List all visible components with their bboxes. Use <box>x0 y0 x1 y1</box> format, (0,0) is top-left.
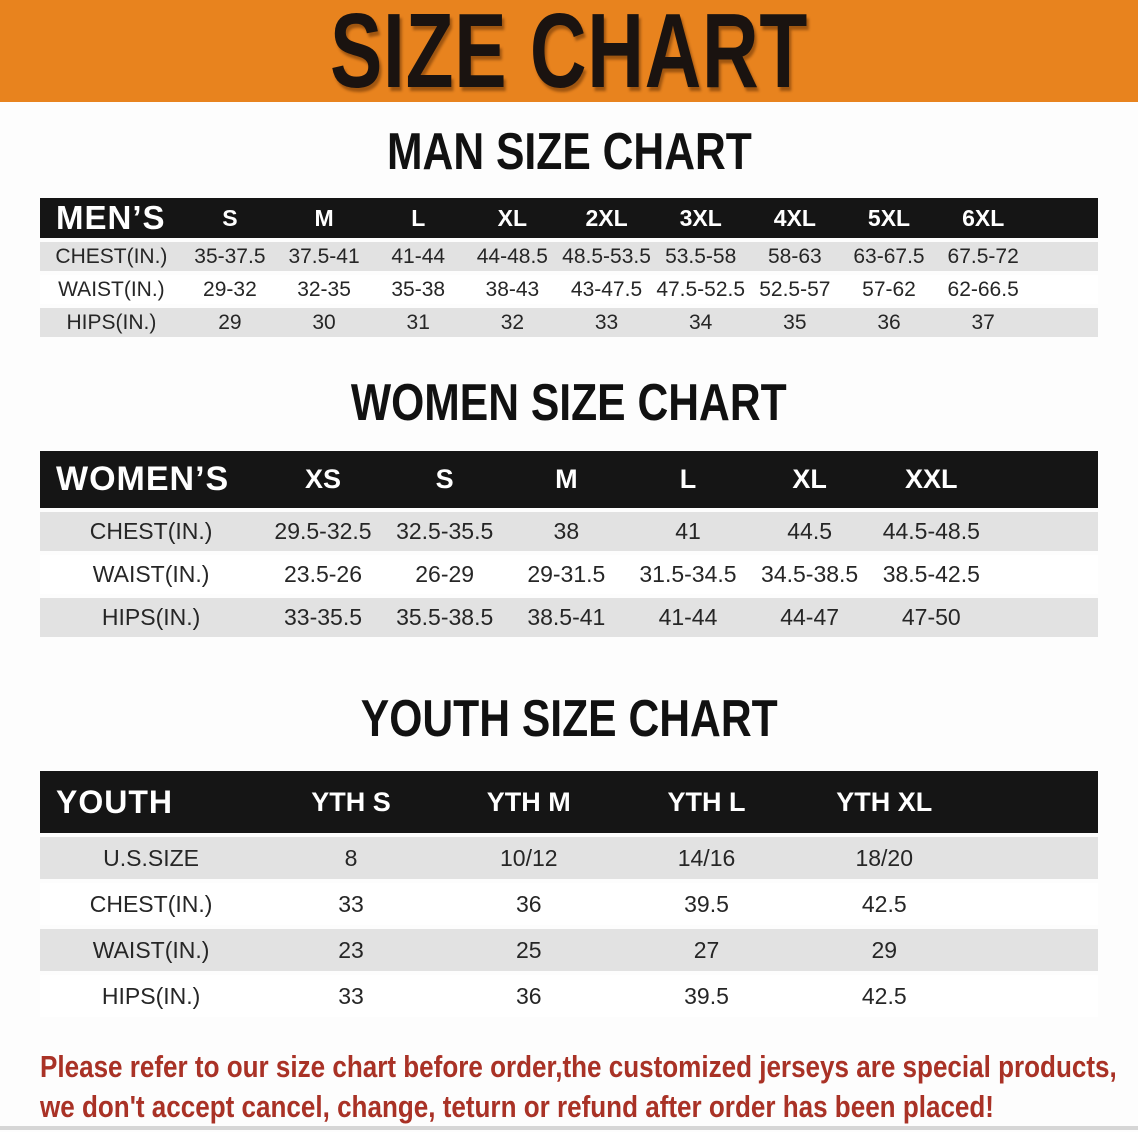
value-cell: 33 <box>559 308 653 337</box>
size-column-header: S <box>183 198 277 238</box>
bottom-edge-divider <box>0 1126 1138 1130</box>
table-label-cell: WOMEN’S <box>40 451 262 508</box>
value-cell: 34.5-38.5 <box>749 555 871 594</box>
row-label-cell: HIPS(IN.) <box>40 975 262 1017</box>
value-cell: 36 <box>440 975 618 1017</box>
page-title: SIZE CHART <box>329 0 809 110</box>
row-filler-cell <box>973 883 1098 925</box>
value-cell: 63-67.5 <box>842 242 936 271</box>
men-size-table <box>40 194 1098 341</box>
value-cell: 42.5 <box>795 883 973 925</box>
value-cell: 10/12 <box>440 837 618 879</box>
value-cell: 52.5-57 <box>748 275 842 304</box>
row-label-cell: WAIST(IN.) <box>40 929 262 971</box>
row-label-cell: CHEST(IN.) <box>40 883 262 925</box>
man-size-section <box>0 123 1138 341</box>
value-cell: 36 <box>440 883 618 925</box>
size-column-header: 3XL <box>654 198 748 238</box>
value-cell: 29 <box>183 308 277 337</box>
size-column-header: S <box>384 451 506 508</box>
value-cell: 47.5-52.5 <box>654 275 748 304</box>
women-size-section <box>0 374 1138 641</box>
table-header-row <box>40 771 1098 833</box>
size-column-header: YTH XL <box>795 771 973 833</box>
value-cell: 23.5-26 <box>262 555 384 594</box>
row-filler-cell <box>1030 308 1098 337</box>
youth-section-heading: YOUTH SIZE CHART <box>360 690 778 748</box>
row-label-cell: HIPS(IN.) <box>40 598 262 637</box>
value-cell: 38 <box>506 512 628 551</box>
table-row <box>40 929 1098 971</box>
value-cell: 29.5-32.5 <box>262 512 384 551</box>
size-column-header: 4XL <box>748 198 842 238</box>
size-column-header: YTH L <box>618 771 796 833</box>
value-cell: 57-62 <box>842 275 936 304</box>
banner <box>0 0 1138 110</box>
table-row <box>40 598 1098 637</box>
table-label-cell: MEN’S <box>40 198 183 238</box>
value-cell: 44-48.5 <box>465 242 559 271</box>
women-section-heading: WOMEN SIZE CHART <box>351 374 787 432</box>
row-label-cell: WAIST(IN.) <box>40 275 183 304</box>
value-cell: 44-47 <box>749 598 871 637</box>
row-filler-cell <box>992 598 1098 637</box>
value-cell: 35 <box>748 308 842 337</box>
value-cell: 44.5-48.5 <box>870 512 992 551</box>
table-row <box>40 883 1098 925</box>
table-header-row <box>40 198 1098 238</box>
value-cell: 44.5 <box>749 512 871 551</box>
value-cell: 32 <box>465 308 559 337</box>
value-cell: 47-50 <box>870 598 992 637</box>
value-cell: 67.5-72 <box>936 242 1030 271</box>
youth-size-table <box>40 767 1098 1021</box>
table-row <box>40 308 1098 337</box>
value-cell: 62-66.5 <box>936 275 1030 304</box>
size-column-header: L <box>627 451 749 508</box>
value-cell: 27 <box>618 929 796 971</box>
table-row <box>40 555 1098 594</box>
row-label-cell: CHEST(IN.) <box>40 512 262 551</box>
disclaimer <box>40 1047 1117 1127</box>
value-cell: 29-31.5 <box>506 555 628 594</box>
size-column-header: 5XL <box>842 198 936 238</box>
value-cell: 33 <box>262 883 440 925</box>
value-cell: 35.5-38.5 <box>384 598 506 637</box>
table-label-cell: YOUTH <box>40 771 262 833</box>
value-cell: 38.5-42.5 <box>870 555 992 594</box>
header-filler-cell <box>992 451 1098 508</box>
row-filler-cell <box>973 929 1098 971</box>
value-cell: 37 <box>936 308 1030 337</box>
size-column-header: L <box>371 198 465 238</box>
man-section-heading: MAN SIZE CHART <box>386 123 752 181</box>
row-label-cell: WAIST(IN.) <box>40 555 262 594</box>
value-cell: 38-43 <box>465 275 559 304</box>
value-cell: 41 <box>627 512 749 551</box>
youth-size-section <box>0 690 1138 1021</box>
value-cell: 41-44 <box>627 598 749 637</box>
table-row <box>40 512 1098 551</box>
row-label-cell: U.S.SIZE <box>40 837 262 879</box>
value-cell: 53.5-58 <box>654 242 748 271</box>
value-cell: 14/16 <box>618 837 796 879</box>
row-filler-cell <box>1030 275 1098 304</box>
value-cell: 58-63 <box>748 242 842 271</box>
row-filler-cell <box>1030 242 1098 271</box>
table-header-row <box>40 451 1098 508</box>
value-cell: 38.5-41 <box>506 598 628 637</box>
header-filler-cell <box>973 771 1098 833</box>
value-cell: 32-35 <box>277 275 371 304</box>
value-cell: 41-44 <box>371 242 465 271</box>
value-cell: 36 <box>842 308 936 337</box>
value-cell: 42.5 <box>795 975 973 1017</box>
value-cell: 23 <box>262 929 440 971</box>
table-row <box>40 837 1098 879</box>
size-column-header: 2XL <box>559 198 653 238</box>
value-cell: 39.5 <box>618 883 796 925</box>
value-cell: 33-35.5 <box>262 598 384 637</box>
value-cell: 31 <box>371 308 465 337</box>
value-cell: 29-32 <box>183 275 277 304</box>
value-cell: 35-37.5 <box>183 242 277 271</box>
value-cell: 35-38 <box>371 275 465 304</box>
size-column-header: 6XL <box>936 198 1030 238</box>
table-row <box>40 975 1098 1017</box>
value-cell: 25 <box>440 929 618 971</box>
size-column-header: XL <box>465 198 559 238</box>
disclaimer-line-1: Please refer to our size chart before order,the customized jerseys are special products, <box>40 1049 1117 1084</box>
row-filler-cell <box>992 512 1098 551</box>
women-size-table <box>40 447 1098 641</box>
value-cell: 37.5-41 <box>277 242 371 271</box>
header-filler-cell <box>1030 198 1098 238</box>
value-cell: 43-47.5 <box>559 275 653 304</box>
value-cell: 32.5-35.5 <box>384 512 506 551</box>
value-cell: 18/20 <box>795 837 973 879</box>
value-cell: 29 <box>795 929 973 971</box>
row-label-cell: HIPS(IN.) <box>40 308 183 337</box>
row-filler-cell <box>973 975 1098 1017</box>
value-cell: 30 <box>277 308 371 337</box>
table-row <box>40 242 1098 271</box>
value-cell: 48.5-53.5 <box>559 242 653 271</box>
value-cell: 34 <box>654 308 748 337</box>
size-column-header: XS <box>262 451 384 508</box>
size-column-header: XL <box>749 451 871 508</box>
value-cell: 33 <box>262 975 440 1017</box>
disclaimer-line-2: we don't accept cancel, change, teturn or refund after order has been placed! <box>40 1089 994 1124</box>
row-filler-cell <box>973 837 1098 879</box>
table-row <box>40 275 1098 304</box>
size-column-header: XXL <box>870 451 992 508</box>
size-column-header: YTH M <box>440 771 618 833</box>
row-label-cell: CHEST(IN.) <box>40 242 183 271</box>
size-column-header: M <box>277 198 371 238</box>
value-cell: 26-29 <box>384 555 506 594</box>
size-column-header: M <box>506 451 628 508</box>
value-cell: 31.5-34.5 <box>627 555 749 594</box>
value-cell: 39.5 <box>618 975 796 1017</box>
value-cell: 8 <box>262 837 440 879</box>
size-column-header: YTH S <box>262 771 440 833</box>
row-filler-cell <box>992 555 1098 594</box>
